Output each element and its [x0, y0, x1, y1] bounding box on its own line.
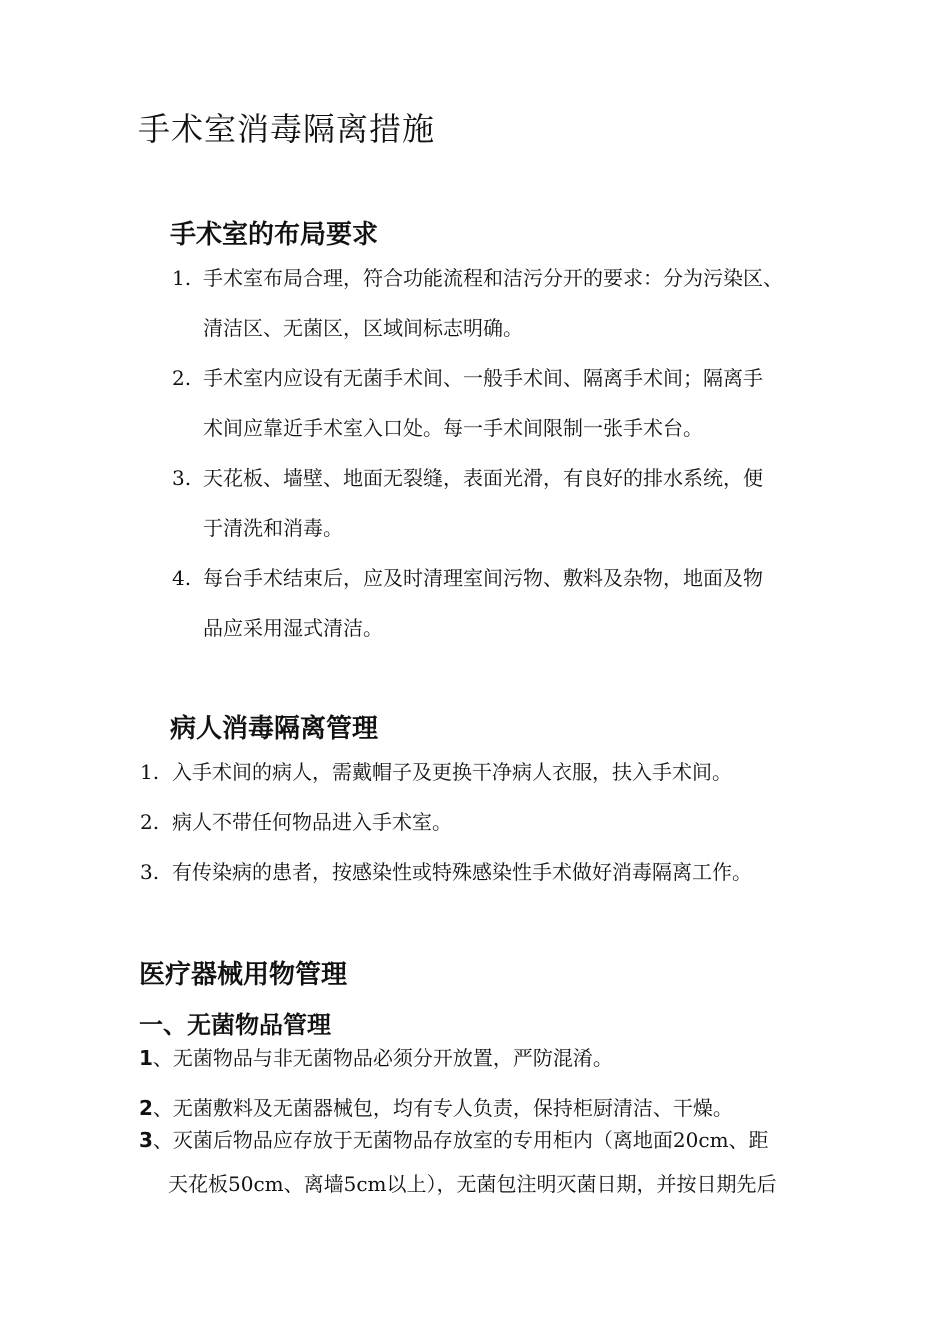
- subsection-heading-sterile: 一、无菌物品管理: [139, 1010, 331, 1039]
- list-item: [172, 253, 783, 303]
- list-item: [172, 353, 763, 403]
- list-item-continuation: 术间应靠近手术室入口处。每一手术间限制一张手术台。: [203, 416, 703, 440]
- document-title: 手术室消毒隔离措施: [138, 110, 436, 148]
- list-item-continuation: 天花板50cm、离墙5cm以上），无菌包注明灭菌日期，并按日期先后: [168, 1172, 777, 1196]
- list-item-text: 每台手术结束后，应及时清理室间污物、敷料及杂物，地面及物: [203, 566, 763, 590]
- section-heading-patient: 病人消毒隔离管理: [170, 714, 379, 744]
- list-item-continuation: 品应采用湿式清洁。: [203, 616, 383, 640]
- list-item: [139, 1033, 613, 1083]
- list-item-number: 3.: [140, 860, 160, 884]
- list-item-text: 手术室布局合理，符合功能流程和洁污分开的要求：分为污染区、: [203, 266, 783, 290]
- section-heading-layout: 手术室的布局要求: [170, 220, 379, 250]
- list-item-text: 手术室内应设有无菌手术间、一般手术间、隔离手术间；隔离手: [203, 366, 763, 390]
- list-item-text: 有传染病的患者，按感染性或特殊感染性手术做好消毒隔离工作。: [172, 860, 752, 884]
- list-item-number: 3.: [172, 466, 192, 490]
- section-heading-equipment: 医疗器械用物管理: [139, 960, 348, 990]
- list-item: [172, 553, 763, 603]
- list-item-continuation: 于清洗和消毒。: [203, 516, 343, 540]
- list-item-number: 3: [139, 1128, 153, 1152]
- list-item: [172, 453, 763, 503]
- list-item-number: 2: [139, 1096, 153, 1120]
- list-item: [139, 1115, 769, 1165]
- list-item: [140, 797, 452, 847]
- list-item-text: 病人不带任何物品进入手术室。: [172, 810, 452, 834]
- list-item-text: 、灭菌后物品应存放于无菌物品存放室的专用柜内（离地面20cm、距: [152, 1128, 769, 1152]
- list-item-number: 4.: [172, 566, 192, 590]
- list-item-text: 、无菌敷料及无菌器械包，均有专人负责，保持柜厨清洁、干燥。: [152, 1096, 733, 1120]
- list-item-text: 天花板、墙壁、地面无裂缝，表面光滑，有良好的排水系统，便: [203, 466, 763, 490]
- list-item-number: 1.: [172, 266, 192, 290]
- list-item-number: 2.: [140, 810, 160, 834]
- list-item-number: 1: [139, 1046, 153, 1070]
- list-item-number: 1.: [140, 760, 160, 784]
- list-item: [140, 847, 752, 897]
- list-item-text: 入手术间的病人，需戴帽子及更换干净病人衣服，扶入手术间。: [172, 760, 732, 784]
- list-item: [140, 747, 732, 797]
- list-item-number: 2.: [172, 366, 192, 390]
- list-item-continuation: 清洁区、无菌区，区域间标志明确。: [203, 316, 523, 340]
- list-item-text: 、无菌物品与非无菌物品必须分开放置，严防混淆。: [152, 1046, 613, 1070]
